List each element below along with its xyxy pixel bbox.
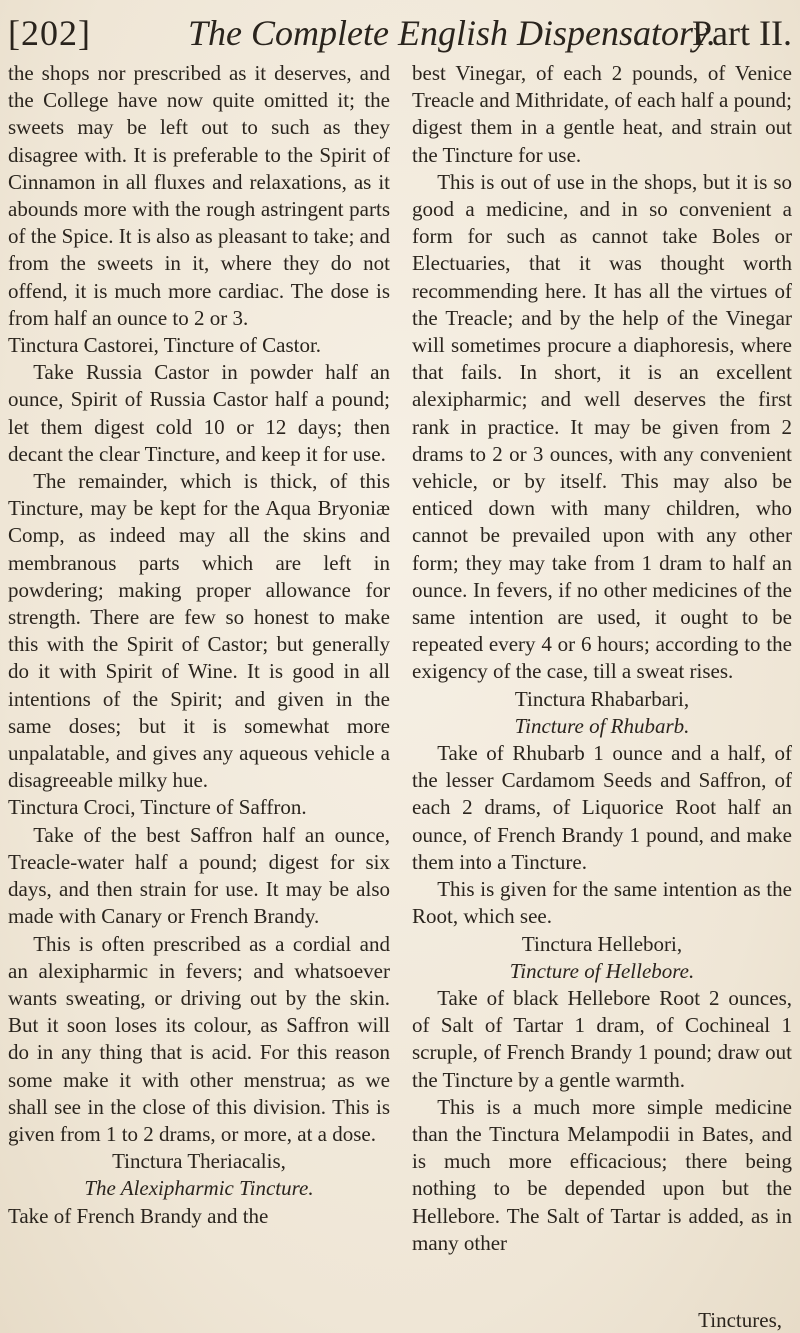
- section-heading: Tinctura Rhabarbari,: [514, 686, 690, 711]
- paragraph: Tinctura Croci, Tincture of Saffron.: [8, 795, 307, 820]
- page-number: [202]: [8, 13, 91, 53]
- paragraph: This is a much more simple medicine than the Tinctura Melampodii in Bates, and is much more efficacious; there being nothing to be depended upon but the Hellebore. The Salt of Tartar is added, as in many other: [412, 1094, 792, 1255]
- paragraph: This is often prescribed as a cordial and an alexipharmic in fevers; and whatsoever wants sweating, or driving out by the skin. But it soon loses its colour, as Saffron will do in any thing that is acid. For this reason some make it with other menstrua; as we shall see in the close of this division. This is given from 1 to 2 drams, or more, at a dose.: [8, 931, 390, 1146]
- paragraph: Take Russia Castor in powder half an ounce, Spirit of Russia Castor half a pound; let them digest cold 10 or 12 days; then decant the clear Tincture, and keep it for use.: [8, 360, 390, 466]
- catchword: Tinctures,: [698, 1308, 782, 1332]
- paragraph: Take of French Brandy and the: [8, 1203, 269, 1228]
- section-heading: Tincture of Hellebore.: [509, 958, 695, 983]
- paragraph: Take of black Hellebore Root 2 ounces, of Salt of Tartar 1 dram, of Cochineal 1 scruple, of French Brandy 1 pound; draw out the Tincture by a gentle warmth.: [412, 985, 792, 1092]
- paragraph: This is given for the same intention as the Root, which see.: [412, 877, 792, 929]
- running-title: The Complete English Dispensatory.: [188, 13, 716, 53]
- section-heading: Tinctura Theriacalis,: [112, 1149, 286, 1174]
- paragraph: Tinctura Castorei, Tincture of Castor.: [8, 333, 322, 358]
- paragraph: best Vinegar, of each 2 pounds, of Venice Treacle and Mithridate, of each half a pound; digest them in a gentle heat, and strain out the Tincture for use.: [412, 61, 792, 167]
- part-label: Part II.: [692, 13, 792, 53]
- paragraph: Take of the best Saffron half an ounce, Treacle-water half a pound; digest for six days, and then strain for use. It may be also made with Canary or French Brandy.: [8, 822, 390, 929]
- right-column: [412, 60, 792, 1257]
- section-heading: Tincture of Rhubarb.: [514, 713, 690, 738]
- paragraph: the shops nor prescribed as it deserves, and the College have now quite omitted it; the sweets may be left out to such as they disagree with. It is preferable to the Spirit of Cinnamon in all fluxes and relaxations, as it abounds more with the rough astringent parts of the Spice. It is also as pleasant to take; and from the sweets in it, where they do not offend, it is much more cardiac. The dose is from half an ounce to 2 or 3.: [8, 61, 390, 330]
- left-column: [8, 60, 390, 1230]
- paragraph: This is out of use in the shops, but it is so good a medicine, and in so convenient a form for such as cannot take Boles or Electuaries, that it was thought worth recommending here. It has all the virtues of the Treacle; and by the help of the Vinegar will sometimes procure a diaphoresis, where that fails. In short, it is an excellent alexipharmic; and well deserves the first rank in practice. It may be given from 2 drams to 2 or 3 ounces, with any convenient vehicle, or by itself. This may also be enticed down with many children, who cannot be prevailed upon with any other form; they may take from 1 dram to half an ounce. In fevers, if no other medicines of the same intention are used, it ought to be repeated every 4 or 6 hours; according to the exigency of the case, till a sweat rises.: [412, 169, 792, 684]
- paragraph: Take of Rhubarb 1 ounce and a half, of the lesser Cardamom Seeds and Saffron, of each 2 drams, of Liquorice Root half an ounce, of French Brandy 1 pound, and make them into a Tincture.: [412, 741, 792, 874]
- section-heading: The Alexipharmic Tincture.: [84, 1176, 314, 1201]
- section-heading: Tinctura Hellebori,: [521, 931, 683, 956]
- page-header: [8, 12, 792, 60]
- paragraph: The remainder, which is thick, of this Tincture, may be kept for the Aqua Bryoniæ Comp, as indeed may all the skins and membranous parts which are left in powdering; making proper allowance for strength. There are few so honest to make this with the Spirit of Castor; but generally do it with Spirit of Wine. It is good in all intentions of the Spirit; and given in the same doses; but it is somewhat more unpalatable, and gives any aqueous vehicle a disagreeable milky hue.: [8, 469, 390, 793]
